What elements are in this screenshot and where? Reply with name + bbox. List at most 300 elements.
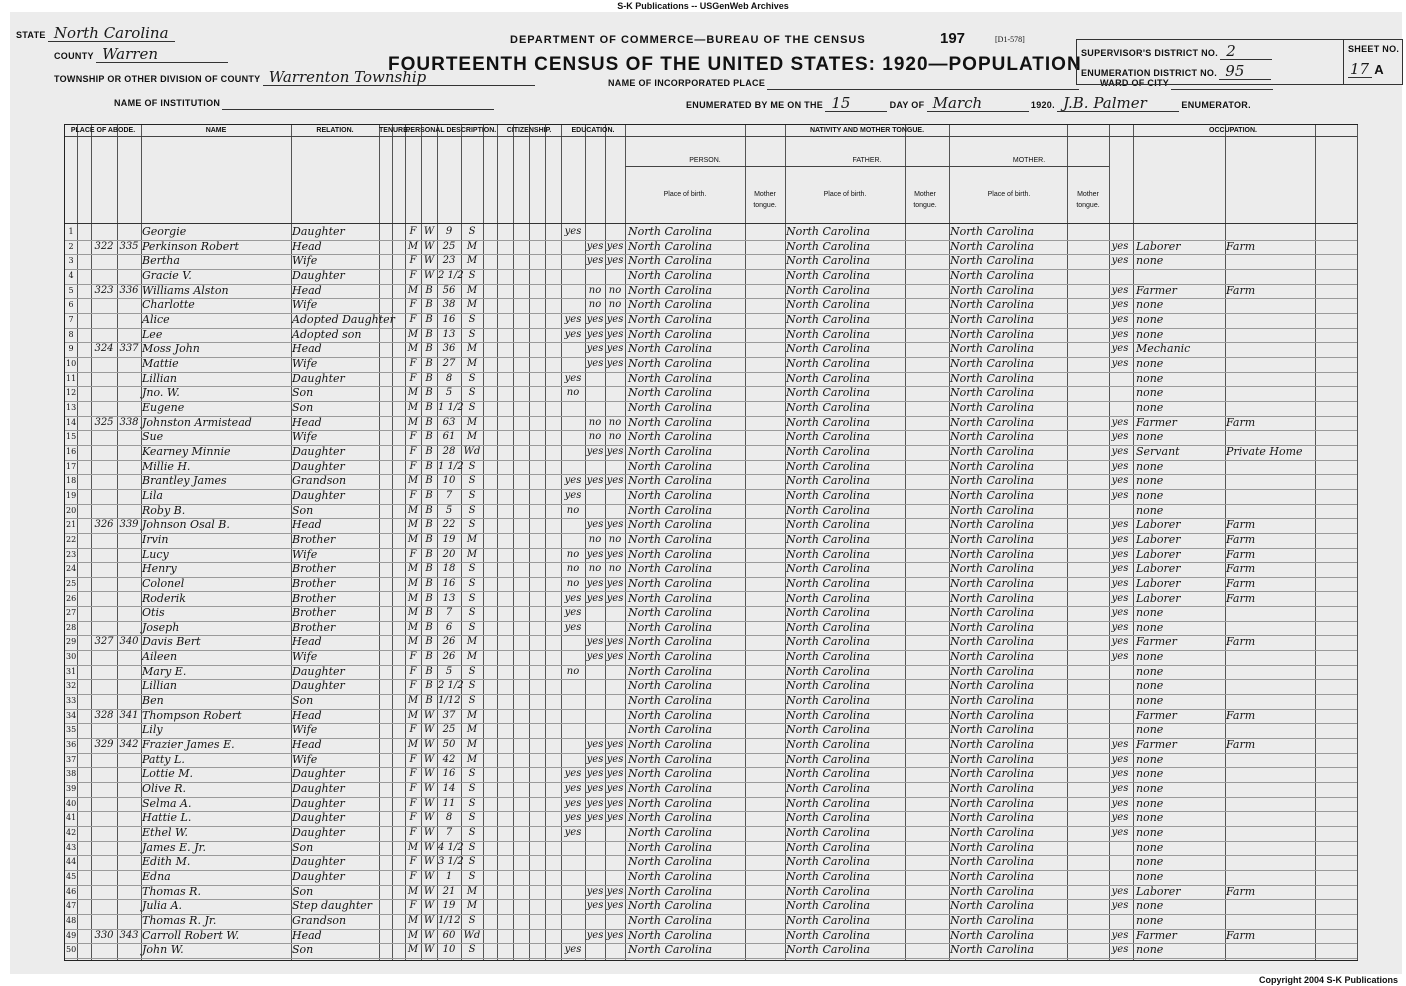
cell-ms: S [468,695,476,707]
cell-sch [562,284,584,299]
cell-n: 15 [66,432,77,442]
cell-rel: Daughter [292,811,345,825]
cell-mpob: North Carolina [950,620,1035,634]
cell-rel: Son [292,840,314,854]
cell-ms: Wd [463,929,481,941]
state-label: STATE [16,30,46,40]
cell-fam [118,855,140,870]
cell-ms: M [466,299,478,311]
cell-sex: F [409,797,417,809]
cell-eng: yes [1111,651,1129,663]
cell-wr: yes [606,739,624,751]
cell-sch [562,753,584,768]
cell-ms: M [466,533,478,545]
cell-rd: yes [586,445,604,457]
cell-sex: M [407,885,419,897]
cell-name: Edith M. [142,855,191,869]
cell-n: 32 [66,681,77,691]
cell-pob: North Carolina [628,576,713,590]
cell-ind [1226,694,1312,709]
cell-occ: none [1136,459,1164,473]
cell-ind: Farm [1226,415,1256,429]
cell-eng [1110,269,1130,284]
cell-occ: none [1136,400,1164,414]
cell-occ: none [1136,620,1164,634]
cell-race: B [425,343,433,355]
table-row [65,416,1357,432]
cell-sex: F [409,299,417,311]
department-heading: DEPARTMENT OF COMMERCE—BUREAU OF THE CENSUS [510,34,866,46]
cell-fam [118,357,140,372]
cell-name: Williams Alston [142,283,229,297]
cell-dw [92,885,116,900]
cell-name: Lila [142,488,163,502]
cell-ind [1226,855,1312,870]
cell-ms: S [468,269,476,281]
cell-rel: Brother [292,532,336,546]
cell-mpob: North Carolina [950,386,1035,400]
cell-rd [586,723,604,738]
cell-race: W [423,944,435,956]
cell-dw [92,430,116,445]
cell-ind: Farm [1226,738,1256,752]
cell-n: 37 [66,754,77,764]
cell-name: Irvin [142,532,169,546]
cell-fam [118,269,140,284]
cell-fam [118,489,140,504]
cell-dw: 329 [94,739,114,751]
county-line [54,47,228,63]
cell-n: 45 [66,872,77,882]
cell-pob: North Carolina [628,239,713,253]
cell-ind [1226,372,1312,387]
table-row [65,489,1357,505]
institution-label: NAME OF INSTITUTION [114,98,221,108]
cell-fpob: North Carolina [786,312,871,326]
cell-dw [92,870,116,885]
cell-rel: Wife [292,254,318,268]
cell-ind: Farm [1226,635,1256,649]
cell-mpob: North Carolina [950,723,1035,737]
cell-name: Jno. W. [142,386,180,400]
cell-occ: none [1136,796,1164,810]
enumeration-line [1081,64,1271,80]
cell-mpob: North Carolina [950,356,1035,370]
cell-race: B [425,651,433,663]
cell-wr: yes [606,519,624,531]
cell-sex: F [409,783,417,795]
cell-pob: North Carolina [628,767,713,781]
cell-n: 31 [66,666,77,676]
cell-fam: 341 [119,709,139,721]
cell-fpob: North Carolina [786,870,871,884]
cell-fam [118,841,140,856]
day-of-label: DAY OF [889,100,925,110]
cell-dw [92,841,116,856]
cell-pob: North Carolina [628,327,713,341]
cell-mpob: North Carolina [950,855,1035,869]
cell-ind: Farm [1226,518,1256,532]
cell-dw [92,401,116,416]
header-separator [65,223,1357,224]
cell-race: W [423,841,435,853]
cell-wr: yes [606,343,624,355]
cell-occ: Mechanic [1136,342,1191,356]
cell-eng: yes [1111,445,1129,457]
cell-age: 2 1/2 [438,269,464,281]
cell-pob: North Carolina [628,664,713,678]
cell-eng [1110,401,1130,416]
cell-rel: Daughter [292,782,345,796]
cell-pob: North Carolina [628,342,713,356]
cell-ms: M [466,885,478,897]
cell-rd [586,855,604,870]
cell-age: 11 [442,797,456,809]
cell-rel: Adopted Daughter [292,312,395,326]
cell-eng: yes [1111,431,1129,443]
table-row [65,855,1357,871]
cell-ind [1226,914,1312,929]
cell-ind [1226,650,1312,665]
cell-ms: S [468,812,476,824]
table-row [65,606,1357,622]
cell-dw [92,548,116,563]
cell-rel: Head [292,283,322,297]
cell-race: B [425,695,433,707]
cell-pob: North Carolina [628,415,713,429]
cell-sch: no [566,665,580,677]
cell-age: 1 1/2 [438,460,464,472]
cell-pob: North Carolina [628,268,713,282]
cell-rd: yes [586,475,604,487]
cell-fam [118,753,140,768]
cell-mpob: North Carolina [950,943,1035,957]
cell-n: 7 [68,314,74,324]
cell-dw [92,269,116,284]
column-divider [1357,125,1358,960]
cell-n: 18 [66,476,77,486]
cell-eng: yes [1111,328,1129,340]
cell-dw [92,621,116,636]
cell-ind: Farm [1226,576,1256,590]
cell-fam [118,665,140,680]
cell-sex: M [407,416,419,428]
table-row [65,738,1357,754]
cell-ind: Farm [1226,708,1256,722]
cell-rd: yes [586,768,604,780]
cell-ms: S [468,856,476,868]
cell-age: 9 [445,226,453,237]
cell-sch: yes [564,812,582,824]
cell-n: 21 [66,520,77,530]
cell-age: 4 1/2 [438,841,464,853]
cell-occ: none [1136,606,1164,620]
cell-rd [586,504,604,519]
cell-wr: yes [606,357,624,369]
cell-n: 10 [66,358,77,368]
cell-race: W [423,827,435,839]
cell-rel: Daughter [292,796,345,810]
cell-mpob: North Carolina [950,415,1035,429]
cell-rel: Son [292,400,314,414]
cell-rel: Head [292,239,322,253]
cell-occ: none [1136,811,1164,825]
cell-name: Brantley James [142,474,227,488]
cell-name: Davis Bert [142,635,201,649]
cell-n: 12 [66,388,77,398]
cell-rel: Wife [292,298,318,312]
cell-ind [1226,811,1312,826]
cell-name: Johnston Armistead [142,415,252,429]
cell-fpob: North Carolina [786,400,871,414]
cell-sch [562,254,584,269]
cell-rd [586,694,604,709]
cell-dw [92,606,116,621]
cell-rel: Wife [292,547,318,561]
table-row [65,914,1357,930]
cell-age: 2 1/2 [438,680,464,692]
cell-age: 60 [442,929,456,941]
cell-occ: none [1136,474,1164,488]
cell-fpob: North Carolina [786,386,871,400]
cell-mpob: North Carolina [950,606,1035,620]
cell-n: 42 [66,828,77,838]
cell-ind [1226,753,1312,768]
table-row [65,269,1357,285]
cell-rel: Wife [292,752,318,766]
cell-dw [92,753,116,768]
cell-eng [1110,709,1130,724]
cell-rel: Brother [292,606,336,620]
cell-sch: yes [564,768,582,780]
cell-rel: Grandson [292,474,347,488]
cell-fam: 339 [119,519,139,531]
cell-fpob: North Carolina [786,928,871,942]
cell-race: W [423,739,435,751]
cell-sch: yes [564,226,582,237]
cell-sch [562,445,584,460]
cell-ind [1226,943,1312,958]
cell-eng: yes [1111,299,1129,311]
cell-race: B [425,548,433,560]
cell-pob: North Carolina [628,826,713,840]
cell-ind [1226,782,1312,797]
column-group-header: RELATION. [291,125,379,137]
cell-age: 1 1/2 [438,401,464,413]
cell-name: Julia A. [142,899,183,913]
cell-n: 11 [66,373,77,383]
cell-name: Thomas R. Jr. [142,914,217,928]
cell-fam: 343 [119,929,139,941]
cell-fam [118,797,140,812]
table-row [65,899,1357,915]
cell-ms: S [468,577,476,589]
cell-fpob: North Carolina [786,650,871,664]
cell-wr: no [608,284,622,296]
cell-n: 2 [68,241,74,251]
cell-ind [1226,401,1312,416]
cell-sex: F [409,768,417,780]
cell-wr: yes [606,797,624,809]
cell-race: W [423,783,435,795]
cell-name: Lee [142,327,163,341]
cell-n: 40 [66,798,77,808]
table-row [65,797,1357,813]
cell-sex: F [409,226,417,237]
cell-dw [92,504,116,519]
cell-wr [606,694,624,709]
cell-pob: North Carolina [628,796,713,810]
cell-rd: yes [586,900,604,912]
cell-name: Lillian [142,371,178,385]
cell-n: 20 [66,505,77,515]
cell-rd: yes [586,577,604,589]
cell-eng [1110,855,1130,870]
cell-pob: North Carolina [628,400,713,414]
cell-fpob: North Carolina [786,576,871,590]
cell-eng: yes [1111,753,1129,765]
sheet-letter: A [1374,62,1384,77]
column-group-header: PLACE OF ABODE. [65,125,141,137]
cell-rel: Daughter [292,679,345,693]
cell-wr: yes [606,768,624,780]
cell-n: 43 [66,842,77,852]
column-group-header: NATIVITY AND MOTHER TONGUE. [625,125,1109,137]
cell-n: 41 [66,813,77,823]
cell-n: 44 [66,857,77,867]
cell-name: Lily [142,723,163,737]
cell-fpob: North Carolina [786,254,871,268]
cell-eng: yes [1111,416,1129,428]
cell-rel: Son [292,943,314,957]
cell-rd: yes [586,797,604,809]
cell-fam [118,826,140,841]
cell-ind: Farm [1226,532,1256,546]
cell-sch [562,870,584,885]
birth-tongue-subheader: Mother tongue. [1076,191,1100,209]
cell-age: 26 [442,636,456,648]
cell-fpob: North Carolina [786,356,871,370]
cell-occ: Farmer [1136,928,1177,942]
cell-wr: yes [606,475,624,487]
district-box [1076,39,1344,85]
cell-fpob: North Carolina [786,474,871,488]
cell-fpob: North Carolina [786,664,871,678]
cell-mpob: North Carolina [950,312,1035,326]
cell-rel: Brother [292,620,336,634]
cell-fam [118,372,140,387]
cell-name: Georgie [142,225,187,238]
cell-ind [1226,357,1312,372]
cell-sex: M [407,695,419,707]
cell-occ: none [1136,694,1164,708]
cell-dw [92,914,116,929]
cell-ind [1226,767,1312,782]
birth-tongue-subheader: Mother tongue. [913,191,937,209]
cell-fam [118,592,140,607]
cell-rel: Daughter [292,855,345,869]
cell-race: B [425,416,433,428]
cell-eng: yes [1111,783,1129,795]
cell-sch [562,401,584,416]
cell-pob: North Carolina [628,356,713,370]
cell-ind [1226,313,1312,328]
cell-dw [92,811,116,826]
cell-sex: F [409,445,417,457]
cell-dw [92,313,116,328]
cell-fpob: North Carolina [786,283,871,297]
cell-pob: North Carolina [628,474,713,488]
cell-name: Ethel W. [142,826,188,840]
cell-occ: none [1136,752,1164,766]
cell-sex: F [409,313,417,325]
cell-wr [606,401,624,416]
cell-age: 10 [442,944,456,956]
cell-eng: yes [1111,255,1129,267]
cell-ms: M [466,416,478,428]
cell-fpob: North Carolina [786,840,871,854]
enumerator-name: J.B. Palmer [1057,96,1179,112]
cell-mpob: North Carolina [950,225,1035,238]
enumerated-day: 15 [825,96,887,112]
cell-n: 47 [66,901,77,911]
cell-sch [562,855,584,870]
table-row [65,460,1357,476]
cell-sch: no [566,387,580,399]
cell-occ: none [1136,767,1164,781]
cell-race: B [425,445,433,457]
cell-mpob: North Carolina [950,708,1035,722]
cell-name: Bertha [142,254,180,268]
cell-rd: no [588,299,602,311]
table-row [65,357,1357,373]
form-id: [D1-578] [995,35,1025,44]
cell-fam [118,504,140,519]
cell-rel: Brother [292,576,336,590]
table-row [65,943,1357,959]
census-sheet [10,12,1402,974]
cell-sex: M [407,284,419,296]
cell-sch: yes [564,783,582,795]
page-title: FOURTEENTH CENSUS OF THE UNITED STATES: 1920—POPULATION [388,54,1082,75]
cell-dw: 323 [94,284,114,296]
cell-occ: none [1136,430,1164,444]
cell-age: 16 [442,577,456,589]
cell-pob: North Carolina [628,723,713,737]
cell-age: 61 [442,431,456,443]
cell-fam [118,548,140,563]
cell-dw [92,254,116,269]
cell-name: John W. [142,943,184,957]
cell-rel: Head [292,928,322,942]
cell-pob: North Carolina [628,547,713,561]
cell-fpob: North Carolina [786,767,871,781]
cell-fpob: North Carolina [786,591,871,605]
cell-occ: none [1136,664,1164,678]
cell-ms: M [466,753,478,765]
cell-sex: M [407,328,419,340]
cell-occ: none [1136,386,1164,400]
cell-ms: M [466,255,478,267]
birth-tongue-subheader: Mother tongue. [753,191,777,209]
cell-sch: no [566,504,580,516]
cell-mpob: North Carolina [950,342,1035,356]
cell-occ: Laborer [1136,547,1181,561]
cell-ind: Farm [1226,239,1256,253]
cell-dw [92,826,116,841]
column-group-header: TENURE. [379,125,405,137]
cell-ms: S [468,768,476,780]
